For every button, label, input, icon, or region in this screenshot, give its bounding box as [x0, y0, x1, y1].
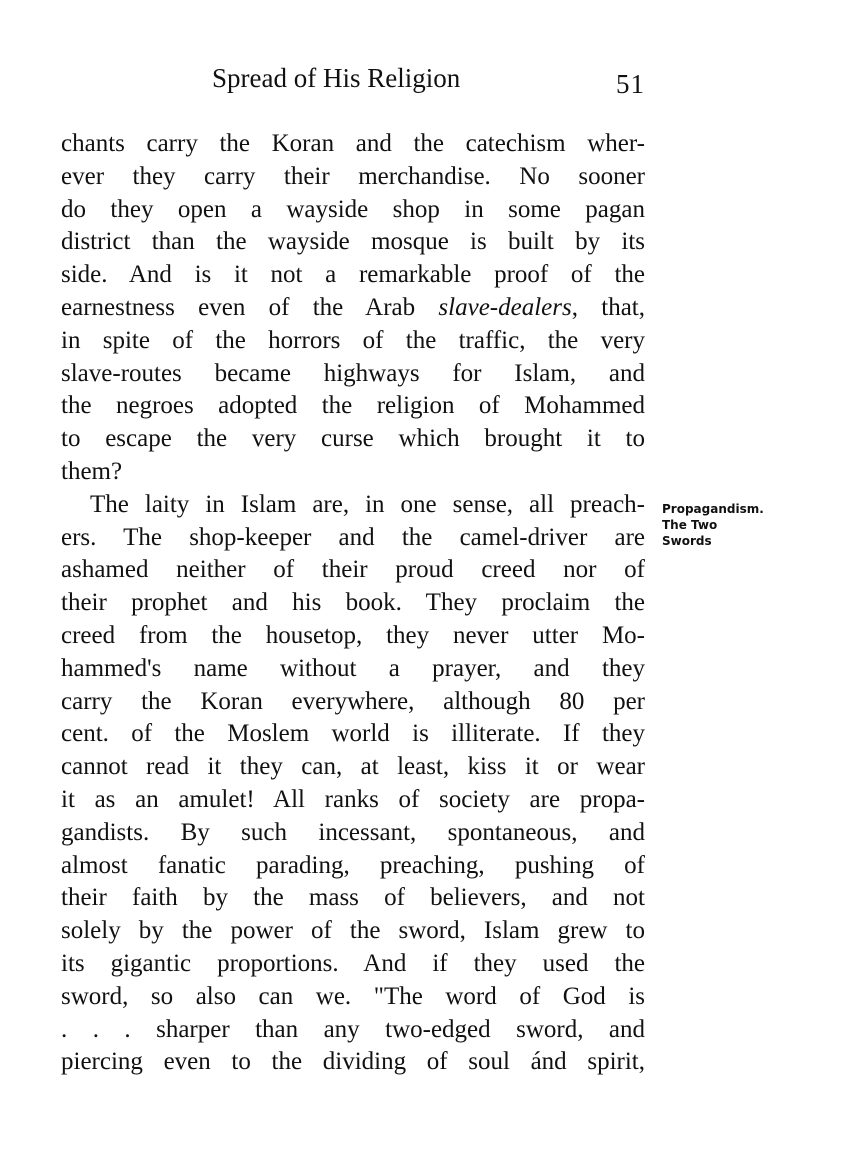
running-title: Spread of His Religion	[212, 63, 461, 93]
text-line: side. And is it not a remarkable proof of the	[61, 261, 645, 289]
text-line: The laity in Islam are, in one sense, all preach-	[90, 490, 645, 518]
text-line: sword, so also can we. "The word of God is	[61, 982, 645, 1010]
italic-term: slave-dealers	[438, 293, 572, 321]
text-line: them?	[61, 457, 123, 485]
body-text	[61, 128, 645, 1079]
margin-note	[662, 501, 812, 549]
text-line: it as an amulet! All ranks of society are propa-	[61, 785, 645, 813]
text-line: their faith by the mass of believers, and not	[61, 884, 645, 912]
text-line: carry the Koran everywhere, although 80 per	[61, 687, 645, 715]
text-line: its gigantic proportions. And if they used the	[61, 949, 645, 977]
text-line	[61, 292, 645, 325]
text-line: their prophet and his book. They proclaim the	[61, 589, 645, 617]
text-line: in spite of the horrors of the traffic, the very	[61, 326, 645, 354]
text-line: ashamed neither of their proud creed nor of	[61, 556, 645, 584]
paragraph-continued	[61, 128, 645, 489]
paragraph	[61, 489, 645, 1079]
text-line: the negroes adopted the religion of Mohammed	[61, 392, 645, 420]
text-line: . . . sharper than any two-edged sword, and	[61, 1015, 645, 1043]
text-line: cannot read it they can, at least, kiss it or wear	[61, 753, 645, 781]
text-segment: , that,	[571, 293, 645, 321]
text-line: ers. The shop-keeper and the camel-driver are	[61, 523, 645, 551]
text-line: gandists. By such incessant, spontaneous, and	[61, 818, 645, 846]
text-line: chants carry the Koran and the catechism wher-	[61, 130, 645, 157]
text-line: to escape the very curse which brought it to	[61, 425, 645, 453]
text-line: piercing even to the dividing of soul ánd spirit,	[61, 1048, 645, 1076]
text-line: district than the wayside mosque is built by its	[61, 228, 645, 256]
text-line: cent. of the Moslem world is illiterate. If they	[61, 720, 645, 748]
running-head	[0, 58, 850, 98]
margin-note-line: The Two	[662, 518, 718, 532]
text-line: hammed's name without a prayer, and they	[61, 654, 645, 682]
margin-note-line: Propagandism.	[662, 502, 764, 516]
text-segment: earnestness even of the Arab	[61, 293, 439, 321]
text-line: almost fanatic parading, preaching, pushing of	[61, 851, 645, 879]
text-line: solely by the power of the sword, Islam grew to	[61, 917, 645, 945]
margin-note-line: Swords	[662, 534, 712, 548]
text-line: ever they carry their merchandise. No sooner	[61, 162, 645, 190]
page-number: 51	[616, 69, 645, 99]
text-line: slave-routes became highways for Islam, and	[61, 359, 645, 387]
text-line: do they open a wayside shop in some pagan	[61, 195, 645, 223]
text-line: creed from the housetop, they never utter Mo-	[61, 621, 645, 649]
